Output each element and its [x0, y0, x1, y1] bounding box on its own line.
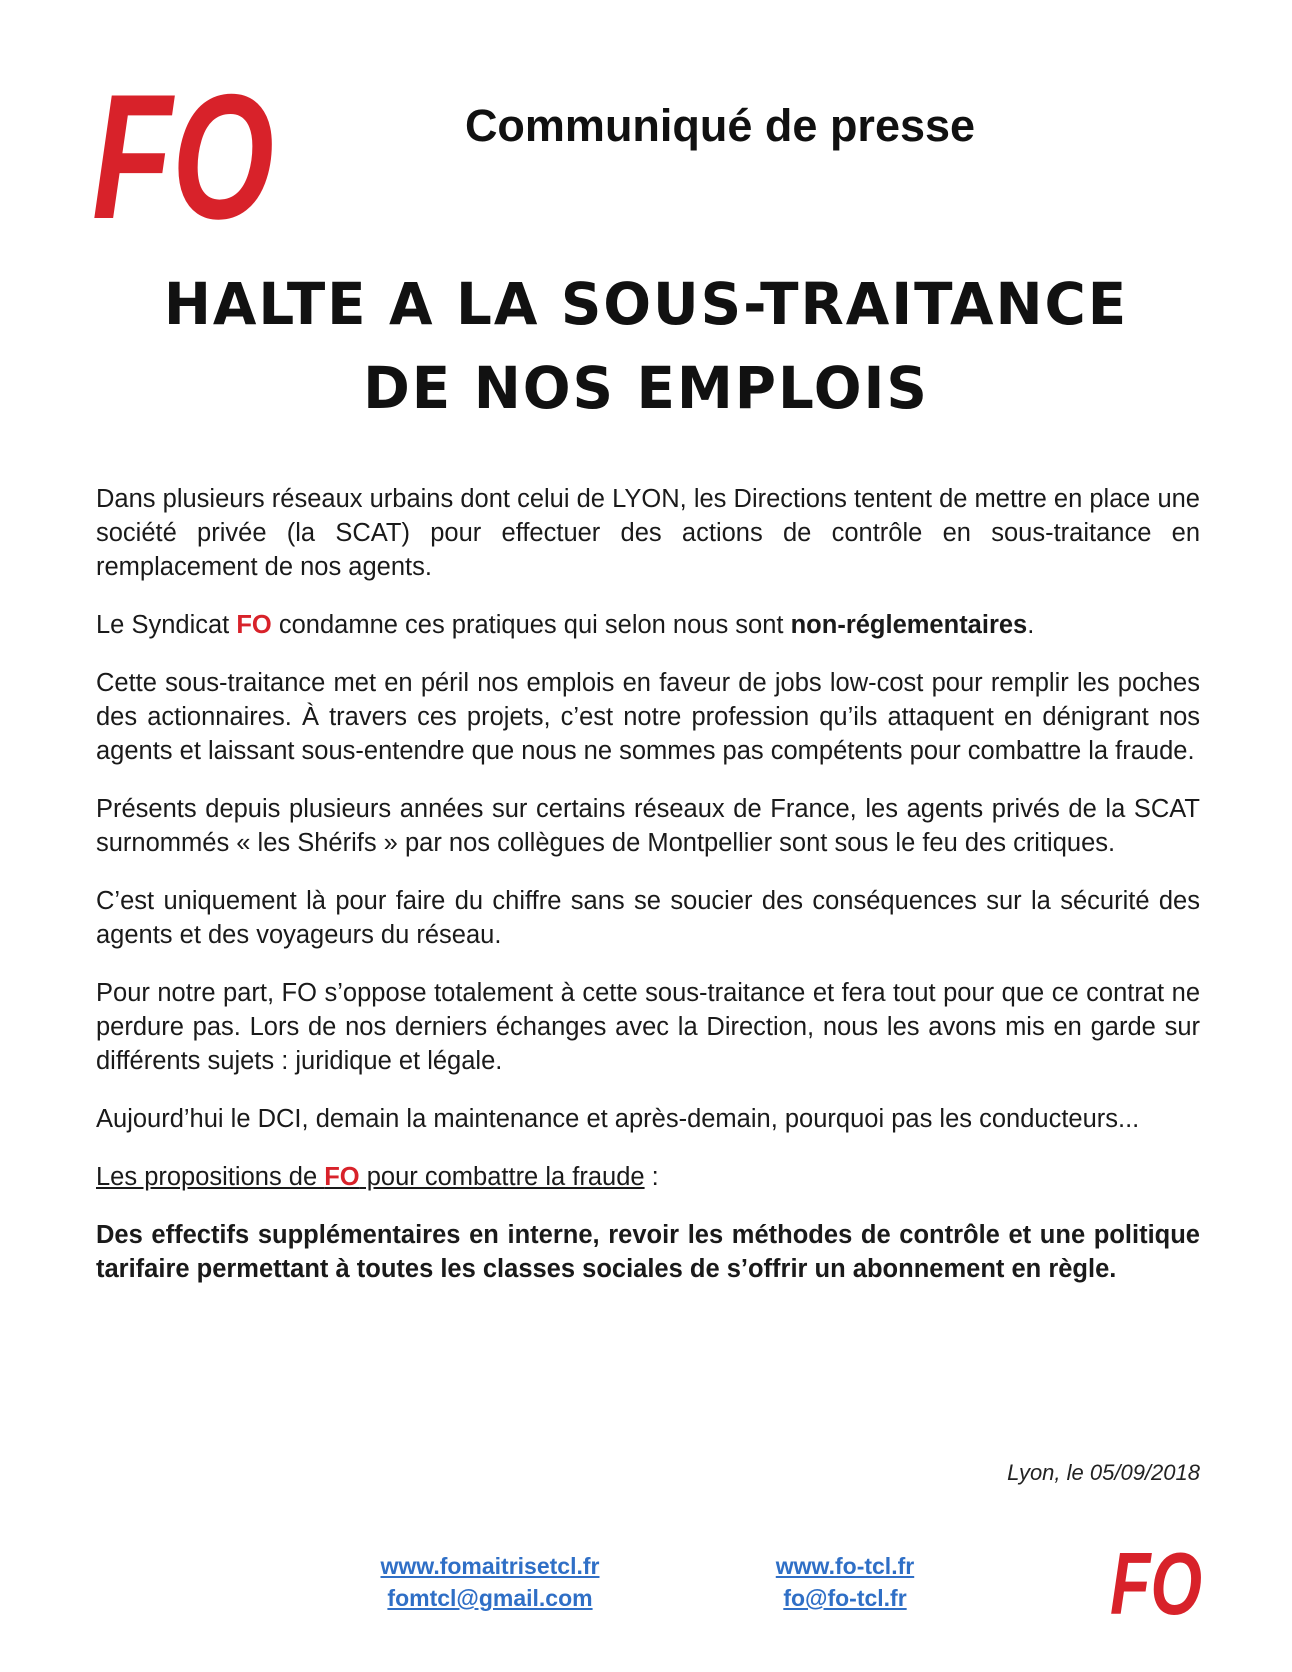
- fo-logo-text: FO: [92, 57, 274, 256]
- headline-line-1: HALTE A LA SOUS-TRAITANCE: [163, 270, 1129, 338]
- paragraph-7: Aujourd’hui le DCI, demain la maintenance et après-demain, pourquoi pas les conducteurs...: [96, 1105, 1140, 1133]
- place-date-signature: Lyon, le 05/09/2018: [1007, 1460, 1200, 1485]
- headline-line-2: DE NOS EMPLOIS: [363, 354, 929, 422]
- contacts-right: [740, 1550, 950, 1614]
- paragraph-4: Présents depuis plusieurs années sur certains réseaux de France, les agents privés de la SCAT surnommés « les Shérifs » par nos collègues de Montpellier sont sous le feu des critiques.: [96, 795, 1200, 857]
- press-release-body: [96, 482, 1200, 1310]
- paragraph-6: Pour notre part, FO s’oppose totalement à cette sous-traitance et fera tout pour que ce contrat ne perdure pas. Lors de nos derniers échanges avec la Direction, nous les avons mis en garde sur différents sujets : juridique et légale.: [96, 979, 1200, 1075]
- paragraph-2: [96, 608, 1200, 642]
- proposals-content: Des effectifs supplémentaires en interne, revoir les méthodes de contrôle et une politique tarifaire permettant à toutes les classes sociales de s’offrir un abonnement en règle.: [96, 1221, 1200, 1283]
- fo-mention: FO: [324, 1163, 360, 1191]
- proposals-heading-start: Les propositions de: [96, 1163, 325, 1191]
- paragraph-2-text-end: .: [1027, 611, 1035, 639]
- fo-logo: [92, 57, 282, 256]
- website-link-fo-tcl[interactable]: www.fo-tcl.fr: [775, 1553, 915, 1579]
- fo-logo-small-text: FO: [1110, 1534, 1202, 1633]
- website-link-fomaitrisetcl[interactable]: www.fomaitrisetcl.fr: [380, 1553, 600, 1579]
- proposals-heading-end: pour combattre la fraude: [359, 1163, 645, 1191]
- paragraph-1: Dans plusieurs réseaux urbains dont celui de LYON, les Directions tentent de mettre en place une société privée (la SCAT) pour effectuer des actions de contrôle en sous-traitance en remplacement de nos agents.: [96, 485, 1200, 581]
- proposals-heading: [96, 1160, 1200, 1194]
- fo-logo-small: [1110, 1534, 1206, 1633]
- email-link-fo-tcl[interactable]: fo@fo-tcl.fr: [783, 1585, 907, 1611]
- email-link-fomtcl[interactable]: fomtcl@gmail.com: [387, 1585, 593, 1611]
- emphasis-non-reglementaires: non-réglementaires: [790, 611, 1028, 639]
- contacts-left: [355, 1550, 625, 1614]
- paragraph-2-text-start: Le Syndicat: [96, 611, 237, 639]
- paragraph-2-text-middle: condamne ces pratiques qui selon nous sont: [271, 611, 791, 639]
- paragraph-3: Cette sous-traitance met en péril nos emplois en faveur de jobs low-cost pour remplir les poches des actionnaires. À travers ces projets, c’est notre profession qu’ils attaquent en dénigrant nos agents et laissant sous-entendre que nous ne sommes pas compétents pour combattre la fraude.: [96, 669, 1200, 765]
- proposals-heading-colon: :: [644, 1163, 659, 1191]
- fo-mention: FO: [236, 611, 272, 639]
- headline: [116, 262, 1175, 430]
- paragraph-5: C’est uniquement là pour faire du chiffre sans se soucier des conséquences sur la sécurité des agents et des voyageurs du réseau.: [96, 887, 1200, 949]
- press-release-title: Communiqué de presse: [464, 100, 976, 151]
- proposals-heading-underlined: [96, 1163, 645, 1191]
